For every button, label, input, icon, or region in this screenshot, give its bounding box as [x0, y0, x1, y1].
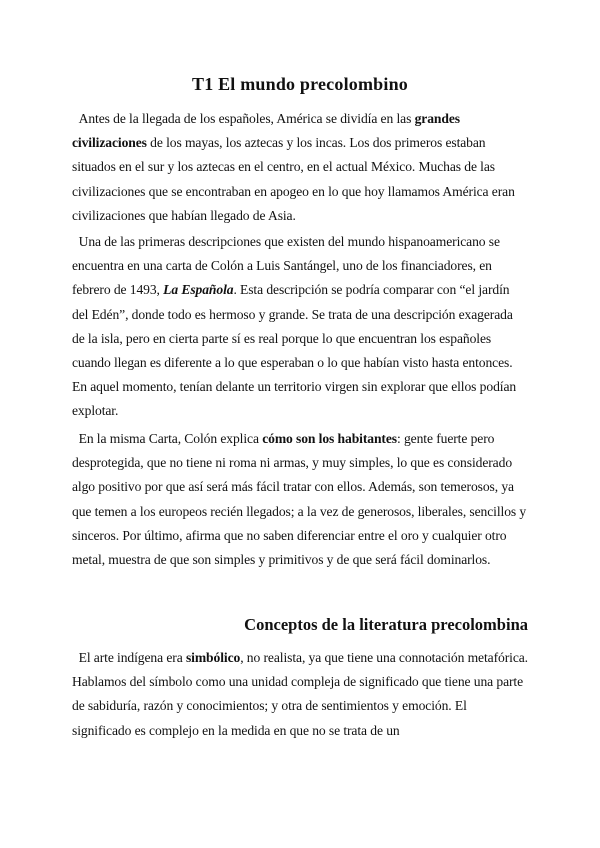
- p3-text-c: : gente fuerte pero desprotegida, que no tiene ni roma ni armas, y muy simples, lo que es considerado algo positivo por que así será más fácil tratar con ellos. Además, son temerosos, ya que temen a los europeos recién llegados; a la vez de generosos, liberales, sencillos y sinceros. Por último, afirma que no saben diferenciar entre el oro y cualquier otro metal, muestra de que son simples y primitivos y de que será fácil dominarlos.: [72, 431, 527, 568]
- p1-bold-term: grandes civilizaciones: [72, 111, 460, 151]
- p1-text-c: de los mayas, los aztecas y los incas. Los dos primeros estaban situados en el sur y los aztecas en el centro, en el actual México. Muchas de las civilizaciones que se encontraban en apogeo en lo que hoy llamamos América eran civilizaciones que habían llegado de Asia.: [72, 135, 515, 223]
- p1-text-a: Antes de la llegada de los españoles, América se dividía en las: [72, 111, 415, 126]
- page-title: T1 El mundo precolombino: [191, 74, 408, 94]
- paragraph-habitantes: [72, 427, 528, 572]
- paragraph-civilizaciones: [72, 107, 528, 228]
- p2-bold-italic-term: La Española: [163, 282, 234, 298]
- p4-text-a: El arte indígena era: [72, 650, 186, 665]
- section-title: Conceptos de la literatura precolombina: [244, 615, 528, 634]
- p4-bold-term: simbólico: [185, 650, 241, 665]
- paragraph-carta-colon: [72, 230, 528, 424]
- p3-bold-term: cómo son los habitantes: [262, 431, 397, 446]
- p2-text-a: Una de las primeras descripciones que existen del mundo hispanoamericano se encuentra en una carta de Colón a Luis Santángel, uno de los financiadores, en febrero de 1493,: [72, 234, 504, 298]
- paragraph-arte-indigena: [72, 646, 528, 743]
- p3-text-a: En la misma Carta, Colón explica: [72, 431, 263, 446]
- p4-text-c: , no realista, ya que tiene una connotación metafórica. Hablamos del símbolo como una unidad compleja de significado que tiene una parte de sabiduría, razón y conocimientos; y otra de sentimientos y emoción. El significado es complejo en la medida en que no se trata de un: [72, 650, 528, 738]
- p2-text-c: . Esta descripción se podría comparar con “el jardín del Edén”, donde todo es hermoso y grande. Se trata de una descripción exagerada de la isla, pero en cierta parte sí es real porque lo que encuentran los españoles cuando llegan es diferente a lo que esperaban o lo que habían visto hasta entonces. En aquel momento, tenían delante un territorio virgen sin explorar que ellos podían explotar.: [72, 282, 517, 419]
